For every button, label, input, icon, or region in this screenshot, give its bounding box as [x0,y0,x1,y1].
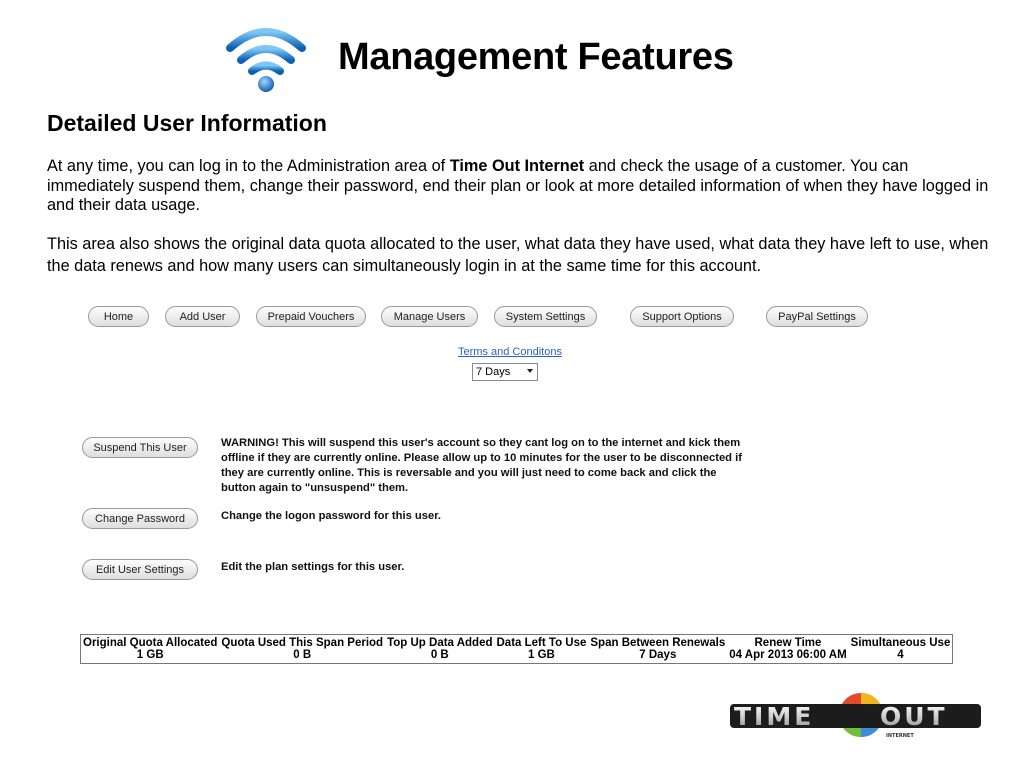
chevron-down-icon [527,369,533,373]
nav-prepaid-vouchers-button[interactable]: Prepaid Vouchers [256,306,366,327]
cell-simultaneous-use: 4 [897,649,904,661]
cell-top-up: 0 B [430,649,449,661]
suspend-description: WARNING! This will suspend this user's account so they cant log on to the internet and kick them offline if they are currently online. Please allow up to 10 minutes for the user to be disconnected if they are currently online. This is reversable and you will just need to come back and click the button again to "unsuspend" them. [221,437,742,494]
usage-table [80,634,953,664]
edit-user-settings-button[interactable]: Edit User Settings [82,559,198,580]
nav-add-user-button[interactable]: Add User [165,306,240,327]
brand-name: Time Out Internet [449,157,585,175]
detail-paragraph: This area also shows the original data quota allocated to the user, what data they have used, what data they have left to use, when the data renews and how many users can simultaneously login in at the same time for this account. [47,235,989,275]
intro-text-post: and check the usage of a customer. You can immediately suspend them, change their password, end their plan or look at more detailed information of when they have logged in and their data usage. [47,157,989,214]
time-out-logo [728,690,983,745]
cell-original-quota: 1 GB [136,649,164,661]
table-row [81,649,953,664]
change-password-description: Change the logon password for this user. [221,510,442,522]
cell-data-left: 1 GB [528,649,555,661]
header-data-left: Data Left To Use [496,637,587,649]
cell-renew-time: 04 Apr 2013 06:00 AM [729,649,847,661]
edit-settings-description: Edit the plan settings for this user. [221,561,405,573]
nav-paypal-settings-button[interactable]: PayPal Settings [766,306,868,327]
terms-link[interactable]: Terms and Conditons [458,346,562,358]
change-password-button[interactable]: Change Password [82,508,198,529]
logo-text-out: OUT [880,702,948,731]
nav-support-options-button[interactable]: Support Options [630,306,734,327]
suspend-user-button[interactable]: Suspend This User [82,437,198,458]
cell-quota-used: 0 B [293,649,312,661]
page-title: Management Features [338,36,734,78]
logo-text-time: TIME [734,702,815,731]
header-span-renewals: Span Between Renewals [590,637,726,649]
nav-manage-users-button[interactable]: Manage Users [381,306,478,327]
nav-system-settings-button[interactable]: System Settings [494,306,597,327]
header-top-up: Top Up Data Added [387,637,493,649]
intro-text-pre: At any time, you can log in to the Administration area of [47,157,450,175]
span-period-select[interactable] [472,363,538,381]
cell-span-renewals: 7 Days [639,649,677,661]
span-period-value: 7 Days [476,366,511,378]
section-heading: Detailed User Information [47,110,327,136]
nav-home-button[interactable]: Home [88,306,149,327]
intro-paragraph [47,157,997,216]
usage-table-header-row [81,635,953,650]
header-quota-used: Quota Used This Span Period [221,637,384,649]
header-simultaneous-use: Simultaneous Use [850,637,951,649]
wifi-icon [226,22,306,94]
header-original-quota: Original Quota Allocated [83,637,218,649]
header-renew-time: Renew Time [754,637,822,649]
logo-tagline: INTERNET [886,733,914,739]
